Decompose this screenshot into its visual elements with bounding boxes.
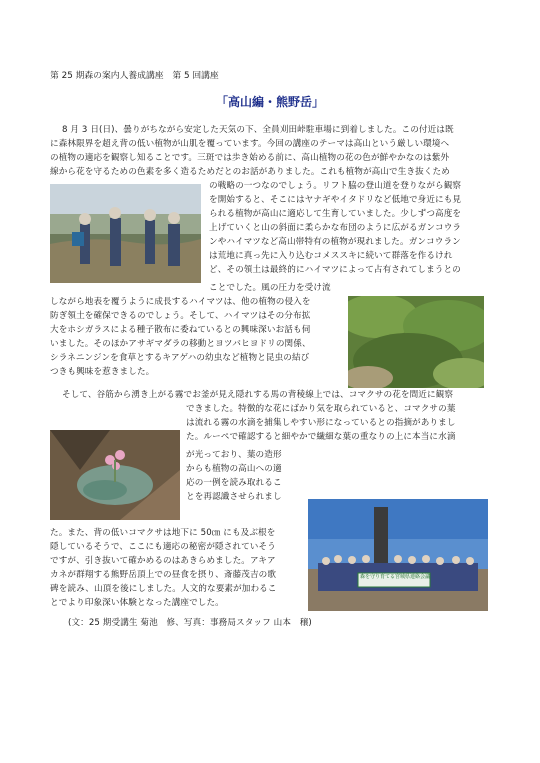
body-line: は流れる霧の水滴を捕集しやすい形になっているとの指摘がありまし — [186, 418, 456, 428]
body-line: いました。そのほかアサギマダラの移動とヨツバヒヨドリの関係、 — [50, 339, 311, 349]
banner-text: 森を守り育てる宮城県連絡会議 — [360, 574, 431, 580]
body-line: ですが、引き抜いて確かめるのはあきらめました。アキア — [50, 556, 276, 566]
photo-shrubs — [348, 296, 484, 388]
body-line: を開始すると、そこにはヤナギやイタドリなど低地で身近にも見 — [209, 195, 462, 205]
photo-summit — [308, 499, 488, 611]
body-line: 大をホシガラスによる種子散布に委ねているとの興味深いお話も伺 — [50, 325, 311, 335]
body-line: ンやハイマツなど高山帯特有の植物が現れました。ガンコウラン — [209, 237, 461, 247]
article-title: 「高山編・熊野岳」 — [215, 95, 324, 109]
body-line: 8 月 3 日(日)、曇りがちながら安定した天気の下、全員刈田峠駐車場に到着しました。この付近は既 — [62, 125, 454, 135]
body-line: ど、その領土は最終的にハイマツによって占有されてしまうとの — [209, 265, 461, 275]
body-line: とでより印象深い体験となった講座でした。 — [50, 598, 224, 608]
body-line: そして、谷筋から湧き上がる霧でお釜が見え隠れする馬の背稜線上では、コマクサの花を間近に観察 — [62, 390, 454, 400]
photo-flower — [50, 430, 180, 520]
body-line: しながら地表を覆うように成長するハイマツは、他の植物の侵入を — [50, 297, 311, 307]
body-line: 上げていくと山の斜面に柔らかな布団のように広がるガンコウラ — [209, 223, 462, 233]
credit-line: (文：25 期受講生 菊池 修、写真：事務局スタッフ 山本 穣) — [68, 618, 312, 628]
body-line: シラネニンジンを食草とするキアゲハの幼虫など植物と昆虫の結び — [50, 353, 310, 363]
body-line: られる植物が高山に適応して生育していました。少しずつ高度を — [209, 209, 462, 219]
body-line: とを再認識させられまし — [186, 492, 282, 502]
body-line: つきも興味を惹きました。 — [50, 367, 155, 377]
body-line: が光っており、葉の造形 — [186, 450, 282, 460]
body-line: できました。特徴的な花にばかり気を取られていると、コマクサの葉 — [186, 404, 456, 414]
body-line: た。ルーペで確認すると細やかで繊細な葉の重なりの上に本当に水滴 — [186, 432, 456, 442]
body-line: は荒地に真っ先に入り込むコメススキに続いて群落を作るけれ — [209, 251, 453, 261]
body-line: 碑を読み、山頂を後にしました。人文的な要素が加わるこ — [50, 584, 277, 594]
body-line: の戦略の一つなのでしょう。リフト脇の登山道を登りながら観察 — [209, 181, 462, 191]
body-line: カネが群翔する熊野岳頂上での昼食を摂り、斎藤茂吉の歌 — [50, 570, 277, 580]
body-line: た。また、背の低いコマクサは地下に 50㎝ にも及ぶ根を — [50, 528, 276, 538]
body-line: 線から花を守るための色素を多く造るためだとのお話がありました。これも植物が高山で生き抜くため — [50, 167, 450, 177]
body-line: の植物の適応を観察し知ることです。三斑では歩き始める前に、高山植物の花の色が鮮やかなのは紫外 — [50, 153, 450, 163]
body-line: 防ぎ領土を確保できるのでしょう。そして、ハイマツはその分布拡 — [50, 311, 311, 321]
series-header: 第 25 期森の案内人養成講座 第 5 回講座 — [50, 71, 219, 81]
body-line: 隠しているそうで、ここにも適応の秘密が隠されていそう — [50, 542, 276, 552]
body-line: に森林限界を超え背の低い植物が山肌を覆っています。今回の講座のテーマは高山という厳しい環境へ — [50, 139, 450, 149]
photo-hikers — [50, 184, 201, 283]
body-line: ことでした。風の圧力を受け流 — [209, 283, 331, 293]
body-line: からも植物の高山への適 — [186, 464, 282, 474]
body-line: 応の一例を読み取れるこ — [186, 478, 282, 488]
